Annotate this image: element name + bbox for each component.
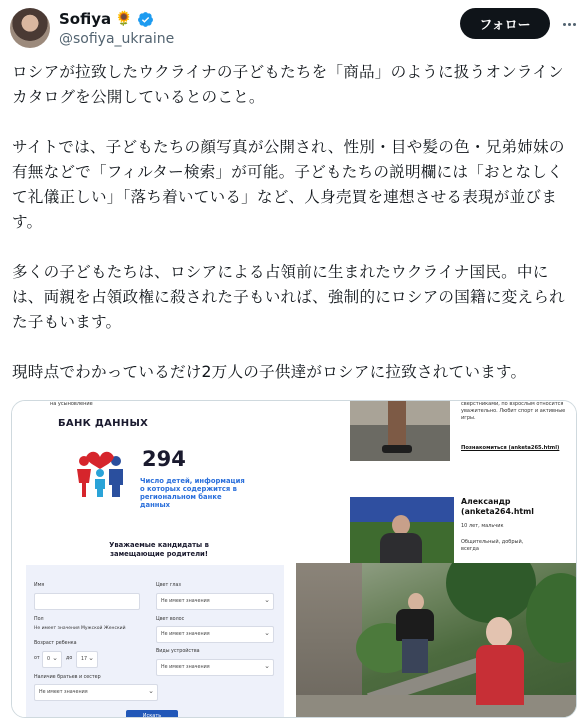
site-top-text: на усыновление bbox=[50, 401, 93, 407]
hair-color-label: Цвет волос bbox=[156, 617, 185, 622]
age-to-label: до bbox=[66, 656, 73, 661]
candidates-heading: Уважаемые кандидаты в замещающие родители! bbox=[109, 541, 209, 558]
verified-badge-icon bbox=[137, 11, 154, 28]
tweet-paragraph: サイトでは、子どもたちの顔写真が公開され、性別・目や髪の色・兄弟姉妹の有無などで「フィルター検索」が可能。子どもたちの説明欄には「おとなしくて礼儀正しい」「落ち着いている」など、人身売買を連想させる表現が並びます。 bbox=[12, 138, 565, 231]
card1-link[interactable]: Познакомиться (anketa265.html) bbox=[461, 445, 560, 451]
media-grid[interactable] bbox=[11, 400, 577, 718]
age-to-select[interactable]: 17 ⌄ bbox=[76, 651, 98, 668]
media-image-profiles[interactable] bbox=[296, 401, 577, 563]
card1-description: сверстниками, по взрослым относится уважительно. Любит спорт и активные игры. bbox=[461, 401, 566, 421]
tweet-paragraph: ロシアが拉致したウクライナの子どもたちを「商品」のように扱うオンラインカタログを公開しているとのこと。 bbox=[12, 63, 564, 106]
siblings-label: Наличие братьев и сестер bbox=[34, 675, 101, 680]
user-name-row bbox=[59, 10, 154, 28]
eye-color-select[interactable]: Не имеет значения ⌄ bbox=[156, 593, 274, 610]
media-image-children-photo[interactable] bbox=[296, 563, 577, 718]
user-handle[interactable]: @sofiya_ukraine bbox=[59, 31, 175, 47]
tweet-paragraph: 多くの子どもたちは、ロシアによる占領前に生まれたウクライナ国民。中には、両親を占領政権に殺された子もいれば、強制的にロシアの国籍に変えられた子もいます。 bbox=[12, 263, 565, 331]
name-input[interactable] bbox=[34, 593, 140, 610]
photo-tree bbox=[446, 563, 536, 623]
eye-color-label: Цвет глаз bbox=[156, 583, 181, 588]
filter-form bbox=[26, 565, 284, 718]
avatar[interactable] bbox=[10, 8, 50, 48]
age-label: Возраст ребенка bbox=[34, 641, 77, 646]
children-count: 294 bbox=[142, 447, 186, 471]
children-count-description: Число детей, информация о которых содержится в региональном банке данных bbox=[140, 477, 245, 509]
child-figure-1-legs bbox=[402, 639, 428, 673]
sunflower-icon: 🌻 bbox=[115, 11, 133, 27]
child-figure-2 bbox=[486, 617, 512, 647]
gender-radio-group[interactable]: Не имеет значения Мужской Женский bbox=[34, 626, 126, 631]
family-logo-icon bbox=[72, 449, 128, 501]
photo-ground bbox=[296, 695, 577, 718]
hair-color-select[interactable]: Не имеет значения ⌄ bbox=[156, 626, 274, 643]
tweet-paragraph: 現時点でわかっているだけ2万人の子供達がロシアに拉致されています。 bbox=[12, 363, 527, 381]
device-label: Виды устройства bbox=[156, 649, 200, 654]
search-button[interactable]: Искать bbox=[126, 710, 178, 718]
child-figure-2-body bbox=[476, 645, 524, 705]
card2-description: Общительный, добрый, всегда bbox=[461, 539, 524, 552]
display-name[interactable]: Sofiya bbox=[59, 10, 112, 28]
media-image-website[interactable] bbox=[12, 401, 295, 718]
gender-label: Пол bbox=[34, 617, 44, 622]
site-bank-title: БАНК ДАННЫХ bbox=[58, 418, 149, 429]
name-label: Имя bbox=[34, 583, 45, 588]
card2-age: 10 лет, мальчик bbox=[461, 523, 504, 529]
more-options-icon[interactable] bbox=[559, 14, 579, 34]
child-photo-2 bbox=[350, 497, 454, 563]
child-photo-1 bbox=[350, 401, 450, 461]
follow-button[interactable]: フォロー bbox=[460, 8, 550, 39]
device-select[interactable]: Не имеет значения ⌄ bbox=[156, 659, 274, 676]
age-from-select[interactable]: 0 ⌄ bbox=[42, 651, 62, 668]
child-figure-1-body bbox=[396, 609, 434, 641]
siblings-select[interactable]: Не имеет значения ⌄ bbox=[34, 684, 158, 701]
card2-name[interactable]: Александр (anketa264.html bbox=[461, 497, 534, 516]
tweet-text bbox=[12, 60, 578, 385]
age-from-label: от bbox=[34, 656, 40, 661]
